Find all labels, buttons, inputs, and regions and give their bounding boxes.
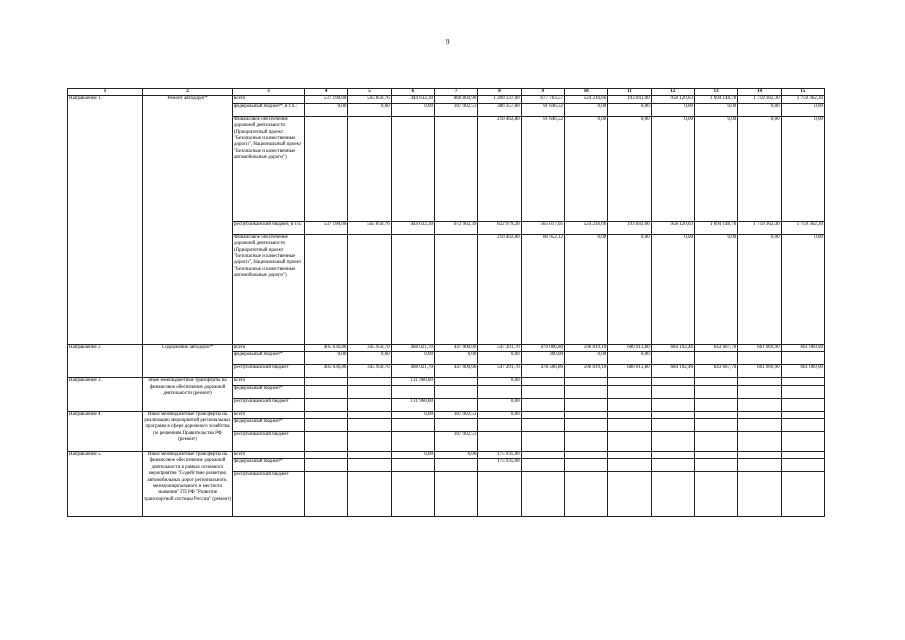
source-label: республиканский бюджет, в т.ч.: [233, 221, 305, 234]
value-cell [305, 432, 348, 452]
value-cell: 0,00 [478, 378, 521, 385]
value-cell: 444 632,30 [391, 96, 434, 103]
value-cell: 1 209 337,00 [478, 96, 521, 103]
value-cell: 661 069,90 [738, 344, 781, 351]
value-cell: 0,00 [694, 116, 737, 221]
value-cell [694, 459, 737, 472]
value-cell [391, 432, 434, 452]
value-cell [478, 432, 521, 452]
value-cell: 0,00 [608, 234, 651, 344]
value-cell [564, 398, 607, 411]
value-cell [305, 419, 348, 432]
header-cell: 12 [651, 89, 694, 96]
value-cell: 0,00 [391, 352, 434, 365]
value-cell: 0,00 [391, 452, 434, 459]
value-cell: 447 000,00 [434, 365, 477, 378]
value-cell [608, 378, 651, 385]
value-cell [564, 411, 607, 418]
header-cell: 1 [68, 89, 143, 96]
value-cell: 0,00 [608, 103, 651, 116]
value-cell: 345 950,70 [348, 365, 391, 378]
header-cell: 8 [478, 89, 521, 96]
header-cell: 2 [143, 89, 233, 96]
value-cell [564, 472, 607, 517]
value-cell: 175 935,00 [478, 459, 521, 472]
source-label: всего [233, 452, 305, 459]
value-cell: 405 036,80 [305, 365, 348, 378]
value-cell: 958 120,63 [651, 221, 694, 234]
value-cell [348, 378, 391, 385]
value-cell [348, 234, 391, 344]
value-cell: 661 069,90 [781, 365, 824, 378]
value-cell [348, 411, 391, 418]
value-cell: 1 694 148,70 [694, 221, 737, 234]
value-cell [391, 459, 434, 472]
direction-name: Направление 4. [68, 411, 143, 451]
value-cell [305, 385, 348, 398]
value-cell: 0,00 [305, 352, 348, 365]
value-cell [738, 419, 781, 432]
value-cell: 0,00 [694, 234, 737, 344]
value-cell: 0,00 [391, 411, 434, 418]
value-cell: 1 694 148,70 [694, 96, 737, 103]
value-cell [738, 472, 781, 517]
value-cell [651, 472, 694, 517]
value-cell [348, 116, 391, 221]
value-cell: 684 192,46 [651, 365, 694, 378]
value-cell [434, 419, 477, 432]
value-cell [694, 452, 737, 459]
value-cell [348, 459, 391, 472]
value-cell [608, 419, 651, 432]
value-cell [478, 385, 521, 398]
value-cell: 1 759 362,30 [781, 221, 824, 234]
value-cell: 677 763,57 [521, 96, 564, 103]
value-cell [391, 419, 434, 432]
value-cell: 210 402,80 [478, 116, 521, 221]
direction-title: Содержание автодорог* [143, 344, 233, 377]
value-cell [738, 352, 781, 365]
value-cell: 596 819,10 [564, 344, 607, 351]
source-label: республиканский бюджет [233, 398, 305, 411]
value-cell: 0,00 [781, 234, 824, 344]
value-cell [738, 398, 781, 411]
header-cell: 4 [305, 89, 348, 96]
value-cell: 547 201,70 [478, 365, 521, 378]
value-cell [521, 472, 564, 517]
source-label: федеральный бюджет* [233, 385, 305, 398]
source-label: всего [233, 378, 305, 385]
value-cell [521, 432, 564, 452]
value-cell [305, 116, 348, 221]
header-cell: 9 [521, 89, 564, 96]
source-label: республиканский бюджет [233, 365, 305, 378]
header-cell: 11 [608, 89, 651, 96]
direction-name: Направление 5. [68, 452, 143, 517]
value-cell: 524 216,66 [564, 96, 607, 103]
value-cell: 0,00 [564, 234, 607, 344]
value-cell [694, 419, 737, 432]
source-label: федеральный бюджет* [233, 419, 305, 432]
value-cell [781, 411, 824, 418]
header-cell: 3 [233, 89, 305, 96]
value-cell: 1 759 362,30 [781, 96, 824, 103]
value-cell: 0,00 [608, 116, 651, 221]
value-cell: 444 632,30 [391, 221, 434, 234]
value-cell: 210 402,80 [478, 234, 521, 344]
value-cell [305, 234, 348, 344]
value-cell: 447 000,00 [434, 344, 477, 351]
value-cell: 0,00 [564, 116, 607, 221]
value-cell [608, 411, 651, 418]
value-cell [781, 459, 824, 472]
value-cell [651, 452, 694, 459]
value-cell [781, 352, 824, 365]
source-label: Финансовое обеспечение дорожной деятельности (Приоритетный проект "Безопасные и качественные дороги", Национальный проект "Безопасные и качественные автомобильные дороги") [233, 116, 305, 221]
value-cell [694, 352, 737, 365]
value-cell: 1 759 362,30 [738, 221, 781, 234]
value-cell: 300,00 [521, 352, 564, 365]
value-cell: 187 902,51 [434, 103, 477, 116]
value-cell: 193 041,00 [608, 221, 651, 234]
value-cell: 822 979,20 [478, 221, 521, 234]
value-cell: 547 201,70 [478, 344, 521, 351]
source-label: федеральный бюджет* [233, 459, 305, 472]
value-cell [564, 378, 607, 385]
value-cell [738, 378, 781, 385]
table-row [68, 411, 825, 418]
source-label: всего [233, 96, 305, 103]
value-cell [564, 385, 607, 398]
value-cell [521, 452, 564, 459]
value-cell [694, 411, 737, 418]
value-cell [694, 472, 737, 517]
value-cell [694, 378, 737, 385]
value-cell: 131 960,80 [391, 398, 434, 411]
value-cell [608, 472, 651, 517]
value-cell [608, 385, 651, 398]
value-cell [608, 432, 651, 452]
value-cell: 91 646,52 [521, 103, 564, 116]
value-cell: 537 190,00 [305, 96, 348, 103]
value-cell [608, 452, 651, 459]
value-cell [694, 398, 737, 411]
value-cell: 0,00 [651, 116, 694, 221]
value-cell [305, 459, 348, 472]
value-cell: 468 021,70 [391, 344, 434, 351]
header-cell: 14 [738, 89, 781, 96]
page-number: 9 [446, 38, 450, 46]
value-cell [781, 472, 824, 517]
value-cell [478, 419, 521, 432]
header-cell: 10 [564, 89, 607, 96]
table-row [68, 96, 825, 103]
value-cell [694, 385, 737, 398]
value-cell: 545 850,76 [348, 96, 391, 103]
value-cell: 0,00 [781, 103, 824, 116]
value-cell: 0,00 [478, 411, 521, 418]
value-cell [348, 398, 391, 411]
value-cell [738, 452, 781, 459]
value-cell: 958 120,63 [651, 96, 694, 103]
value-cell: 0,00 [564, 352, 607, 365]
header-cell: 5 [348, 89, 391, 96]
value-cell [305, 411, 348, 418]
table-row [68, 378, 825, 385]
value-cell [564, 419, 607, 432]
value-cell: 0,00 [738, 103, 781, 116]
value-cell [348, 419, 391, 432]
value-cell: 468 021,70 [391, 365, 434, 378]
source-label: всего [233, 344, 305, 351]
value-cell [305, 398, 348, 411]
value-cell: 1 759 362,30 [738, 96, 781, 103]
value-cell [521, 378, 564, 385]
value-cell: 131 960,80 [391, 378, 434, 385]
direction-title: Ремонт автодорог* [143, 96, 233, 344]
value-cell: 193 041,00 [608, 96, 651, 103]
value-cell: 680 013,80 [608, 365, 651, 378]
value-cell [305, 378, 348, 385]
value-cell [434, 234, 477, 344]
value-cell [651, 378, 694, 385]
value-cell [651, 398, 694, 411]
value-cell: 0,00 [478, 398, 521, 411]
value-cell [694, 432, 737, 452]
value-cell [564, 452, 607, 459]
value-cell: 345 950,70 [348, 344, 391, 351]
value-cell [738, 459, 781, 472]
value-cell: 405 036,80 [305, 344, 348, 351]
source-label: федеральный бюджет* [233, 352, 305, 365]
value-cell [781, 385, 824, 398]
source-label: республиканский бюджет [233, 432, 305, 452]
value-cell: 860 804,90 [434, 96, 477, 103]
table-row [68, 452, 825, 459]
value-cell: 0,00 [478, 352, 521, 365]
value-cell [781, 378, 824, 385]
value-cell: 596 819,10 [564, 365, 607, 378]
value-cell [391, 472, 434, 517]
direction-name: Направление 1. [68, 96, 143, 344]
value-cell [305, 452, 348, 459]
value-cell: 643 667,70 [694, 365, 737, 378]
direction-title: Иные межбюджетные трансферты на финансовое обеспечение дорожной деятельности в рамках основного мероприятия "Содействие развитию автомобильных дорог регионального, межмуниципального и местного значения" ГП РФ "Развитие транспортной системы России" (ремонт) [143, 452, 233, 517]
header-cell: 7 [434, 89, 477, 96]
value-cell: 0,00 [651, 234, 694, 344]
direction-title: иные межбюджетные трансферты на финансовое обеспечение дорожной деятельности (ремонт) [143, 378, 233, 411]
budget-table [67, 88, 825, 517]
value-cell: 0,00 [305, 103, 348, 116]
value-cell [781, 419, 824, 432]
value-cell: 187 902,51 [434, 411, 477, 418]
value-cell [434, 378, 477, 385]
value-cell [781, 452, 824, 459]
value-cell: 0,00 [348, 103, 391, 116]
value-cell [738, 432, 781, 452]
value-cell: 661 069,90 [738, 365, 781, 378]
value-cell: 0,00 [434, 352, 477, 365]
value-cell [651, 411, 694, 418]
value-cell [348, 472, 391, 517]
value-cell: 91 646,52 [521, 116, 564, 221]
value-cell [521, 459, 564, 472]
header-cell: 13 [694, 89, 737, 96]
value-cell: 0,00 [434, 452, 477, 459]
value-cell [434, 116, 477, 221]
value-cell [651, 385, 694, 398]
value-cell: 479 006,80 [521, 344, 564, 351]
value-cell: 0,00 [608, 352, 651, 365]
direction-title: Иные межбюджетные трансферты на реализацию мероприятий региональных программ в сфере дорожного хозяйства по решениям Правительства РФ (ремонт) [143, 411, 233, 451]
value-cell [564, 459, 607, 472]
value-cell: 0,00 [738, 234, 781, 344]
value-cell [434, 472, 477, 517]
source-label: республиканский бюджет [233, 472, 305, 517]
value-cell: 478 506,80 [521, 365, 564, 378]
direction-name: Направление 2 [68, 344, 143, 377]
value-cell: 187 902,51 [434, 432, 477, 452]
value-cell: 537 190,00 [305, 221, 348, 234]
value-cell [651, 419, 694, 432]
value-cell [348, 452, 391, 459]
value-cell: 86 952,12 [521, 234, 564, 344]
value-cell: 643 667,70 [694, 344, 737, 351]
value-cell: 175 935,00 [478, 452, 521, 459]
value-cell [781, 398, 824, 411]
value-cell [781, 432, 824, 452]
value-cell: 0,00 [391, 103, 434, 116]
value-cell [521, 385, 564, 398]
value-cell: 680 013,80 [608, 344, 651, 351]
value-cell [434, 398, 477, 411]
value-cell [434, 385, 477, 398]
value-cell: 0,00 [651, 103, 694, 116]
value-cell [608, 459, 651, 472]
value-cell: 0,00 [348, 352, 391, 365]
value-cell [738, 411, 781, 418]
direction-name: Направление 3. [68, 378, 143, 411]
value-cell [348, 432, 391, 452]
value-cell [651, 352, 694, 365]
header-cell: 15 [781, 89, 824, 96]
value-cell [391, 116, 434, 221]
value-cell [651, 459, 694, 472]
value-cell: 0,00 [781, 116, 824, 221]
value-cell [478, 472, 521, 517]
source-label: федеральный бюджет*, в т.ч.: [233, 103, 305, 116]
table-row [68, 344, 825, 351]
value-cell [434, 459, 477, 472]
table-header-row [68, 89, 825, 96]
value-cell: 386 357,80 [478, 103, 521, 116]
value-cell [608, 398, 651, 411]
source-label: Финансовое обеспечение дорожной деятельности (Приоритетный проект "Безопасные и качественные дороги", Национальный проект "Безопасные и качественные автомобильные дороги") [233, 234, 305, 344]
value-cell: 565 017,05 [521, 221, 564, 234]
value-cell: 0,00 [694, 103, 737, 116]
value-cell: 684 192,46 [651, 344, 694, 351]
value-cell: 661 069,90 [781, 344, 824, 351]
value-cell [564, 432, 607, 452]
value-cell [348, 385, 391, 398]
value-cell [651, 432, 694, 452]
header-cell: 6 [391, 89, 434, 96]
value-cell [521, 419, 564, 432]
value-cell: 545 850,76 [348, 221, 391, 234]
value-cell [305, 472, 348, 517]
value-cell [521, 411, 564, 418]
value-cell: 0,00 [738, 116, 781, 221]
value-cell: 672 902,39 [434, 221, 477, 234]
value-cell: 524 216,66 [564, 221, 607, 234]
value-cell: 0,00 [564, 103, 607, 116]
value-cell [391, 234, 434, 344]
value-cell [391, 385, 434, 398]
value-cell [521, 398, 564, 411]
source-label: всего [233, 411, 305, 418]
value-cell [738, 385, 781, 398]
